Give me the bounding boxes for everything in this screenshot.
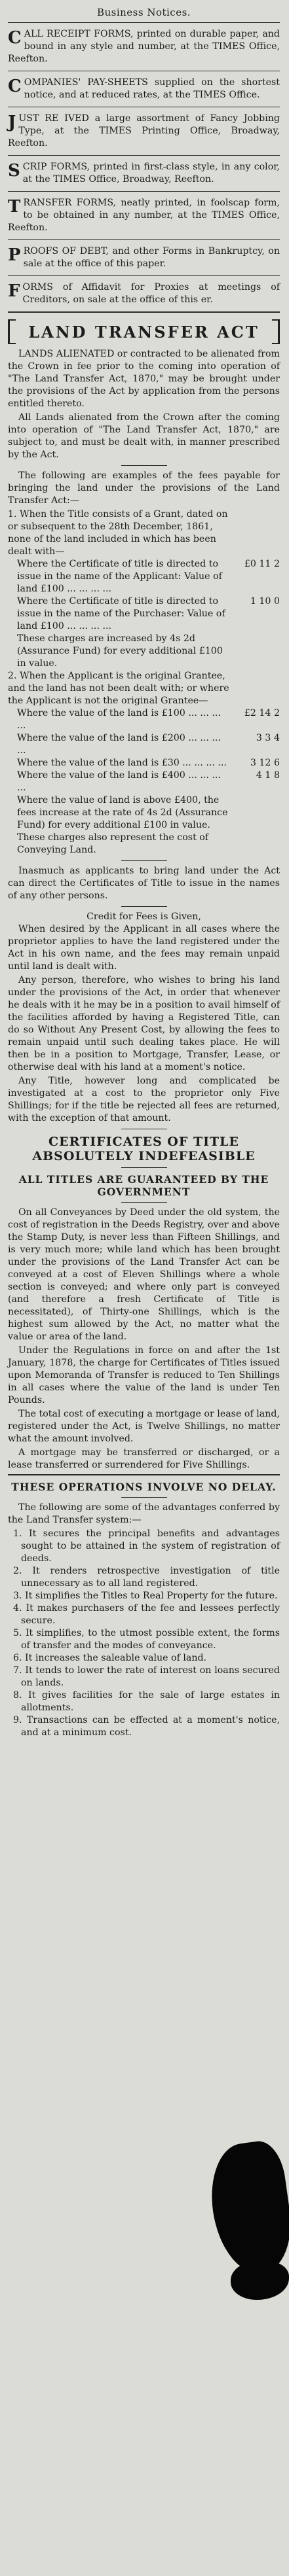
fee-row [8,794,280,832]
advantage-item: 9. Transactions can be effected at a moment's notice, and at a minimum cost. [13,1715,280,1738]
fees-intro: The following are examples of the fees payable for bringing the land under the provisions of the Land Transfer Act:— [8,470,280,506]
advantage-item: 7. It tends to lower the rate of interest on loans secured on lands. [13,1665,280,1688]
fee-label: Where the Certificate of title is directed to issue in the name of the Purchaser: Value of land £100 ... ... ... ... [17,596,225,631]
advantage-item: 5. It simplifies, to the utmost possible extent, the forms of transfer and the modes of conveyance. [13,1628,280,1651]
fee-amount: 4 1 8 [256,770,280,781]
ad-jobbing-type [8,113,280,150]
land-transfer-act-heading [8,319,280,344]
fee-amount: £0 11 2 [244,559,280,569]
advantage-item: 2. It renders retrospective investigation of title unnecessary as to all land registered. [13,1566,280,1589]
credit-text: When desired by the Applicant in all cases where the proprietor applies to have the land registered under the Act in his own name, and the fees may remain unpaid until land is dealt with. [8,924,280,972]
drop-cap: P [8,245,21,265]
drop-cap: F [8,281,20,301]
divider [121,1202,167,1203]
ad-text: UST RE IVED a large assortment of Fancy Jobbing Type, at the TIMES Printing Office, Broadway, Reefton. [8,113,280,149]
lands-alienated-after: All Lands alienated from the Crown after the coming into operation of "The Land Transfer Act, 1870," are subject to, and must be dealt with, in manner prescribed by the Act. [8,412,280,460]
fee-label: Where the Certificate of title is directed to issue in the name of the Applicant: Value of land £100 ... ... ... ... [17,559,222,594]
divider [8,275,280,276]
fee-label: These charges are increased by 4s 2d (Assurance Fund) for every additional £100 in value. [17,633,223,669]
ad-scrip-forms [8,161,280,186]
divider [121,1497,167,1498]
fee-label: These charges also represent the cost of Conveying Land. [17,832,209,855]
fee-label: 1. When the Title consists of a Grant, dated on or subsequent to the 28th December, 1861, none of the land included in which has been dealt with— [8,509,228,557]
advantages-intro: The following are some of the advantages conferred by the Land Transfer system:— [8,1502,280,1525]
divider [8,1474,280,1475]
no-delay-heading: THESE OPERATIONS INVOLVE NO DELAY. [11,1481,277,1493]
guaranteed-heading: ALL TITLES ARE GUARANTEED BY THE GOVERNMENT [18,1173,269,1198]
drop-cap: S [8,161,20,181]
regulations-text: Under the Regulations in force on and after the 1st January, 1878, the charge for Certificates of Titles issued upon Memoranda of Transfer is reduced to Ten Shillings in all cases where the value of the land is under Ten Pounds. [8,1345,280,1405]
advantage-item: 6. It increases the saleable value of land. [13,1653,207,1663]
fee-amount [230,670,280,707]
page-title: Business Notices. [96,7,191,18]
divider [8,22,280,23]
ad-text: CRIP FORMS, printed in first-class style, in any color, at the TIMES Office, Broadway, Reefton. [22,162,280,185]
fee-row [8,707,280,732]
drop-cap: J [8,113,16,132]
advantage-item: 1. It secures the principal benefits and advantages sought to be attained in the system of registration of deeds. [13,1528,280,1564]
any-title-text: Any Title, however long and complicated be investigated at a cost to the proprietor only Five Shillings; for if the title be rejected all fees are returned, with the exception of that amount. [8,1076,280,1123]
divider [121,465,167,466]
ad-text: ALL RECEIPT FORMS, printed on durable paper, and bound in any style and number, at the TIMES Office, Reefton. [8,29,280,64]
fee-amount [230,794,280,832]
fee-label: Where the value of the land is £100 ... ... ... ... [17,708,221,731]
divider [8,311,280,313]
ad-proofs-of-debt [8,245,280,270]
conveyances-text: On all Conveyances by Deed under the old system, the cost of registration in the Deeds Registry, over and above the Stamp Duty, is never less than Fifteen Shillings, and is very much more; while land which has been brought under the provisions of the Land Transfer Act can be conveyed at a cost of Eleven Shillings where a whole section is conveyed; and where only part is conveyed (and therefore a fresh Certificate of Title is necessitated), of Thirty-one Shillings, which is the highest sum allowed by the Act, no matter what the value or area of the land. [8,1207,280,1342]
total-cost-text: The total cost of executing a mortgage or lease of land, registered under the Act, is Twelve Shillings, no matter what the amount involved. [8,1409,280,1444]
ad-affidavit-forms [8,281,280,306]
divider [121,1167,167,1168]
fee-row [8,670,280,707]
ad-text: ORMS of Affidavit for Proxies at meetings of Creditors, on sale at the office of this er. [22,282,280,305]
fee-label: Where the value of the land is £200 ... ... ... ... [17,733,221,756]
ad-transfer-forms [8,197,280,234]
inasmuch-text: Inasmuch as applicants to bring land under the Act can direct the Certificates of Title to issue in the names of any other persons. [8,866,280,901]
fee-amount: £2 14 2 [244,708,280,718]
bracket-left [8,319,16,344]
mortgage-text: A mortgage may be transferred or discharged, or a lease transferred or surrendered for Five Shillings. [8,1447,280,1470]
fee-label: Where the value of the land is £30 ... ... ... ... [17,758,227,768]
ink-blot [216,2179,236,2205]
bracket-right [272,319,280,344]
divider [8,239,280,240]
fee-row [8,757,280,769]
advantage-item: 3. It simplifies the Titles to Real Property for the future. [13,1591,278,1601]
fee-amount: 3 3 4 [256,733,280,743]
lta-title: LAND TRANSFER ACT [28,322,260,342]
fee-row [8,732,280,757]
fee-row [8,508,280,558]
fee-label: 2. When the Applicant is the original Grantee, and the land has not been dealt with; or where the Applicant is not the original Grantee— [8,671,229,706]
any-person-text: Any person, therefore, who wishes to bring his land under the provisions of the Act, in order that whenever he deals with it he may be in a position to avail himself of the facilities afforded by having a Registered Title, can do so Without Any Present Cost, by allowing the fees to remain unpaid until such dealing takes place. He will then be in a position to Mortgage, Transfer, Lease, or otherwise deal with his land at a moment's notice. [8,975,280,1072]
ad-text: RANSFER FORMS, neatly printed, in foolscap form, to be obtained in any number, at the TIMES Office, Reefton. [8,198,280,233]
ad-pay-sheets [8,77,280,101]
ad-text: ROOFS OF DEBT, and other Forms in Bankruptcy, on sale at the office of this paper. [23,246,280,269]
fee-amount [230,508,280,558]
advantage-item: 8. It gives facilities for the sale of large estates in allotments. [13,1690,280,1713]
fee-row [8,832,280,856]
fee-row [8,633,280,670]
ad-text: OMPANIES' PAY-SHEETS supplied on the shortest notice, and at reduced rates, at the TIMES Office. [24,77,280,100]
fee-amount [230,832,280,856]
advantage-item: 4. It makes purchasers of the fee and lessees perfectly secure. [13,1603,280,1626]
fee-amount: 3 12 6 [250,758,280,768]
lands-alienated-text: LANDS ALIENATED or contracted to be alienated from the Crown in fee prior to the coming into operation of "The Land Transfer Act, 1870," may be brought under the provisions of the Act by application from the persons entitled thereto. [8,349,280,409]
certificates-heading: CERTIFICATES OF TITLE ABSOLUTELY INDEFEASIBLE [32,1135,256,1163]
fee-row [8,558,280,595]
divider [121,860,167,861]
divider [121,906,167,907]
fee-row [8,769,280,794]
fee-amount: 1 10 0 [250,596,280,607]
drop-cap: T [8,197,21,217]
credit-heading: Credit for Fees is Given, [87,911,201,922]
divider [8,191,280,192]
fee-label: Where the value of land is above £400, the fees increase at the rate of 4s 2d (Assurance Fund) for every additional £100 in value. [17,795,228,830]
fee-row [8,595,280,633]
drop-cap: C [8,77,22,96]
divider [8,155,280,156]
fee-amount [230,633,280,670]
ad-receipt-forms [8,28,280,65]
drop-cap: C [8,28,22,48]
fee-label: Where the value of the land is £400 ... ... ... ... [17,770,221,793]
